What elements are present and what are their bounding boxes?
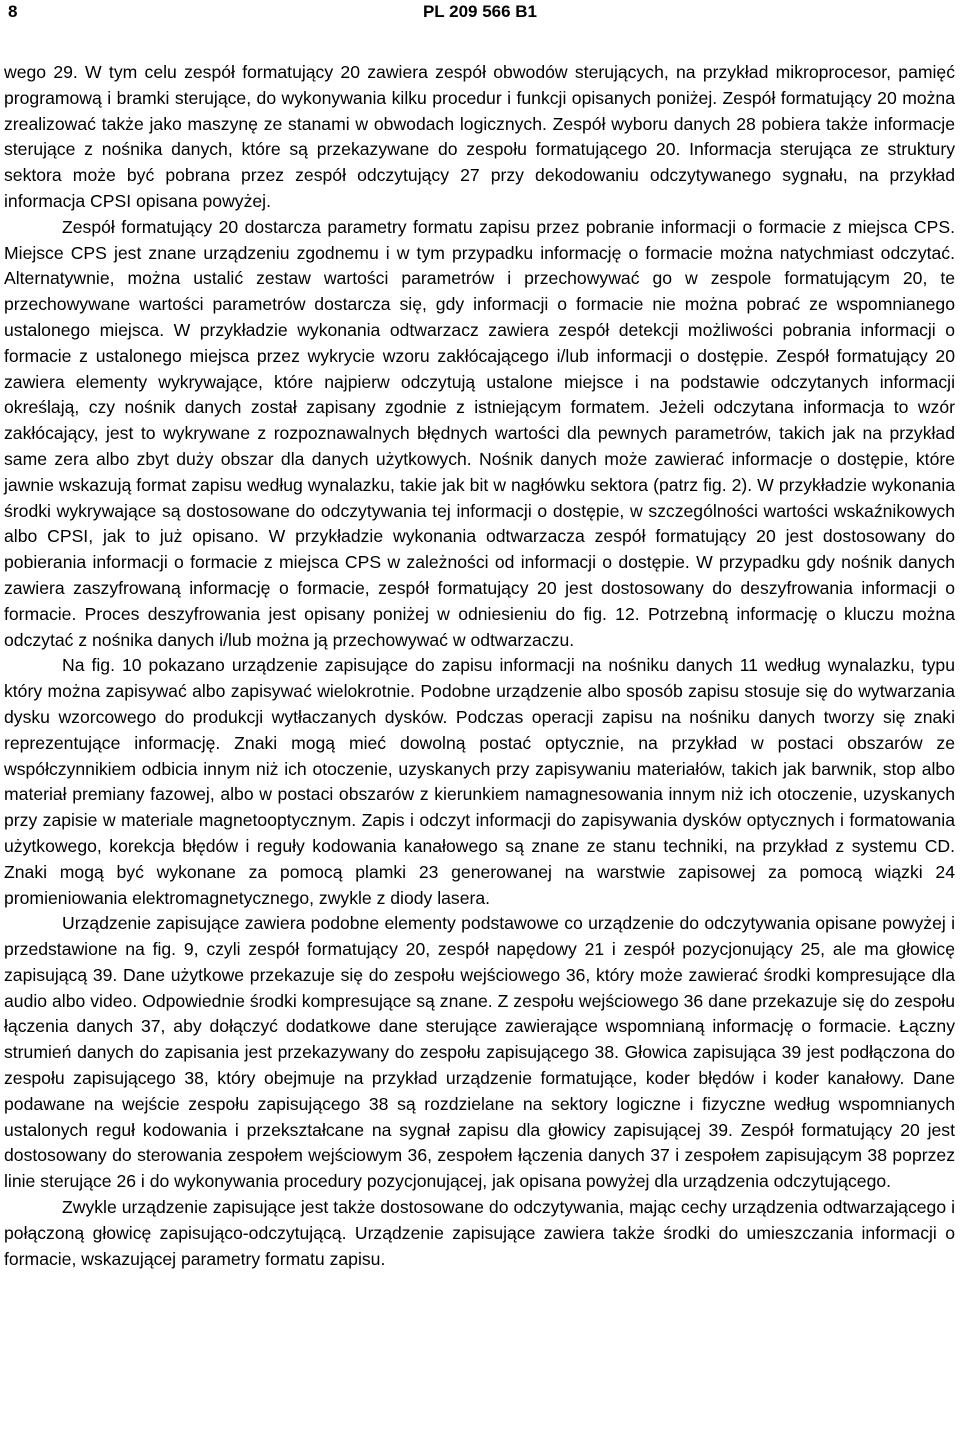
paragraph-4: Urządzenie zapisujące zawiera podobne elementy podstawowe co urządzenie do odczytywania opisane powyżej i przedstawione na fig. 9, czyli zespół formatujący 20, zespół napędowy 21 i zespół pozycjonujący 25, ale ma głowicę zapisującą 39. Dane użytkowe przekazuje się do zespołu wejściowego 36, który może zawierać środki kompresujące dla audio albo video. Odpowiednie środki kompresujące są znane. Z zespołu wejściowego 36 dane przekazuje się do zespołu łączenia danych 37, aby dołączyć dodatkowe dane sterujące zawierające wspomnianą informację o formacie. Łączny strumień danych do zapisania jest przekazywany do zespołu zapisującego 38. Głowica zapisująca 39 jest podłączona do zespołu zapisującego 38, który obejmuje na przykład urządzenie formatujące, koder błędów i koder kanałowy. Dane podawane na wejście zespołu zapisującego 38 są rozdzielane na sektory logiczne i fizyczne według wspomnianych ustalonych reguł kodowania i przekształcane na sygnał zapisu dla głowicy zapisującej 39. Zespół formatujący 20 jest dostosowany do sterowania zespołem wejściowym 36, zespołem łączenia danych 37 i zespołem zapisującym 38 poprzez linie sterujące 26 i do wykonywania procedury pozycjonującej, jak opisana powyżej dla urządzenia odczytującego. — [4, 913, 955, 1192]
page-number: 8 — [8, 2, 18, 21]
body-text — [4, 60, 955, 1272]
paragraph-1: wego 29. W tym celu zespół formatujący 20 zawiera zespół obwodów sterujących, na przykład mikroprocesor, pamięć programową i bramki sterujące, do wykonywania kilku procedur i funkcji opisanych poniżej. Zespół formatujący 20 można zrealizować także jako maszynę ze stanami w obwodach logicznych. Zespół wyboru danych 28 pobiera także informacje sterujące z nośnika danych, które są przekazywane do zespołu formatującego 20. Informacja sterująca ze struktury sektora może być pobrana przez zespół odczytujący 27 przy dekodowaniu odczytywanego sygnału, na przykład informacja CPSI opisana powyżej. — [4, 62, 955, 211]
paragraph-5: Zwykle urządzenie zapisujące jest także dostosowane do odczytywania, mając cechy urządzenia odtwarzającego i połączoną głowicę zapisująco-odczytującą. Urządzenie zapisujące zawiera także środki do umieszczania informacji o formacie, wskazującej parametry formatu zapisu. — [4, 1197, 955, 1269]
paragraph-2: Zespół formatujący 20 dostarcza parametry formatu zapisu przez pobranie informacji o formacie z miejsca CPS. Miejsce CPS jest znane urządzeniu zgodnemu i w tym przypadku informację o formacie można natychmiast odczytać. Alternatywnie, można ustalić zestaw wartości parametrów i przechowywać go w zespole formatującym 20, te przechowywane wartości parametrów dostarcza się, gdy informacji o formacie nie można pobrać ze wspomnianego ustalonego miejsca. W przykładzie wykonania odtwarzacz zawiera zespół detekcji możliwości pobrania informacji o formacie z ustalonego miejsca przez wykrycie wzoru zakłócającego i/lub informacji o dostępie. Zespół formatujący 20 zawiera elementy wykrywające, które najpierw odczytują ustalone miejsce i na podstawie odczytanych informacji określają, czy nośnik danych został zapisany zgodnie z istniejącym formatem. Jeżeli odczytana informacja to wzór zakłócający, jest to wykrywane z rozpoznawalnych błędnych wartości dla pewnych parametrów, takich jak na przykład same zera albo zbyt duży obszar dla danych użytkowych. Nośnik danych może zawierać informacje o dostępie, które jawnie wskazują format zapisu według wynalazku, takie jak bit w nagłówku sektora (patrz fig. 2). W przykładzie wykonania środki wykrywające są dostosowane do odczytywania tej informacji o dostępie, w szczególności wartości wskaźnikowych albo CPSI, jak to już opisano. W przykładzie wykonania odtwarzacza zespół formatujący 20 jest dostosowany do pobierania informacji o formacie z miejsca CPS w zależności od informacji o dostępie. W przypadku gdy nośnik danych zawiera zaszyfrowaną informację o formacie, zespół formatujący 20 jest dostosowany do deszyfrowania informacji o formacie. Proces deszyfrowania jest opisany poniżej w odniesieniu do fig. 12. Potrzebną informację o kluczu można odczytać z nośnika danych i/lub można ją przechowywać w odtwarzaczu. — [4, 216, 955, 650]
document-id: PL 209 566 B1 — [422, 2, 538, 21]
paragraph-3: Na fig. 10 pokazano urządzenie zapisujące do zapisu informacji na nośniku danych 11 według wynalazku, typu który można zapisywać albo zapisywać wielokrotnie. Podobne urządzenie albo sposób zapisu stosuje się do wytwarzania dysku wzorcowego do produkcji wytłaczanych dysków. Podczas operacji zapisu na nośniku danych tworzy się znaki reprezentujące informację. Znaki mogą mieć dowolną postać optycznie, na przykład w postaci obszarów ze współczynnikiem odbicia innym niż ich otoczenie, uzyskanych przy zapisywaniu materiałów, takich jak barwnik, stop albo materiał premiany fazowej, albo w postaci obszarów z kierunkiem namagnesowania innym niż ich otoczenie, uzyskanych przy zapisie w materiale magnetooptycznym. Zapis i odczyt informacji do zapisywania dysków optycznych i formatowania użytkowego, korekcja błędów i reguły kodowania kanałowego są znane ze stanu techniki, na przykład z systemu CD. Znaki mogą być wykonane za pomocą plamki 23 generowanej na warstwie zapisowej za pomocą wiązki 24 promieniowania elektromagnetycznego, zwykle z diody lasera. — [4, 655, 955, 908]
page-header — [4, 0, 956, 40]
